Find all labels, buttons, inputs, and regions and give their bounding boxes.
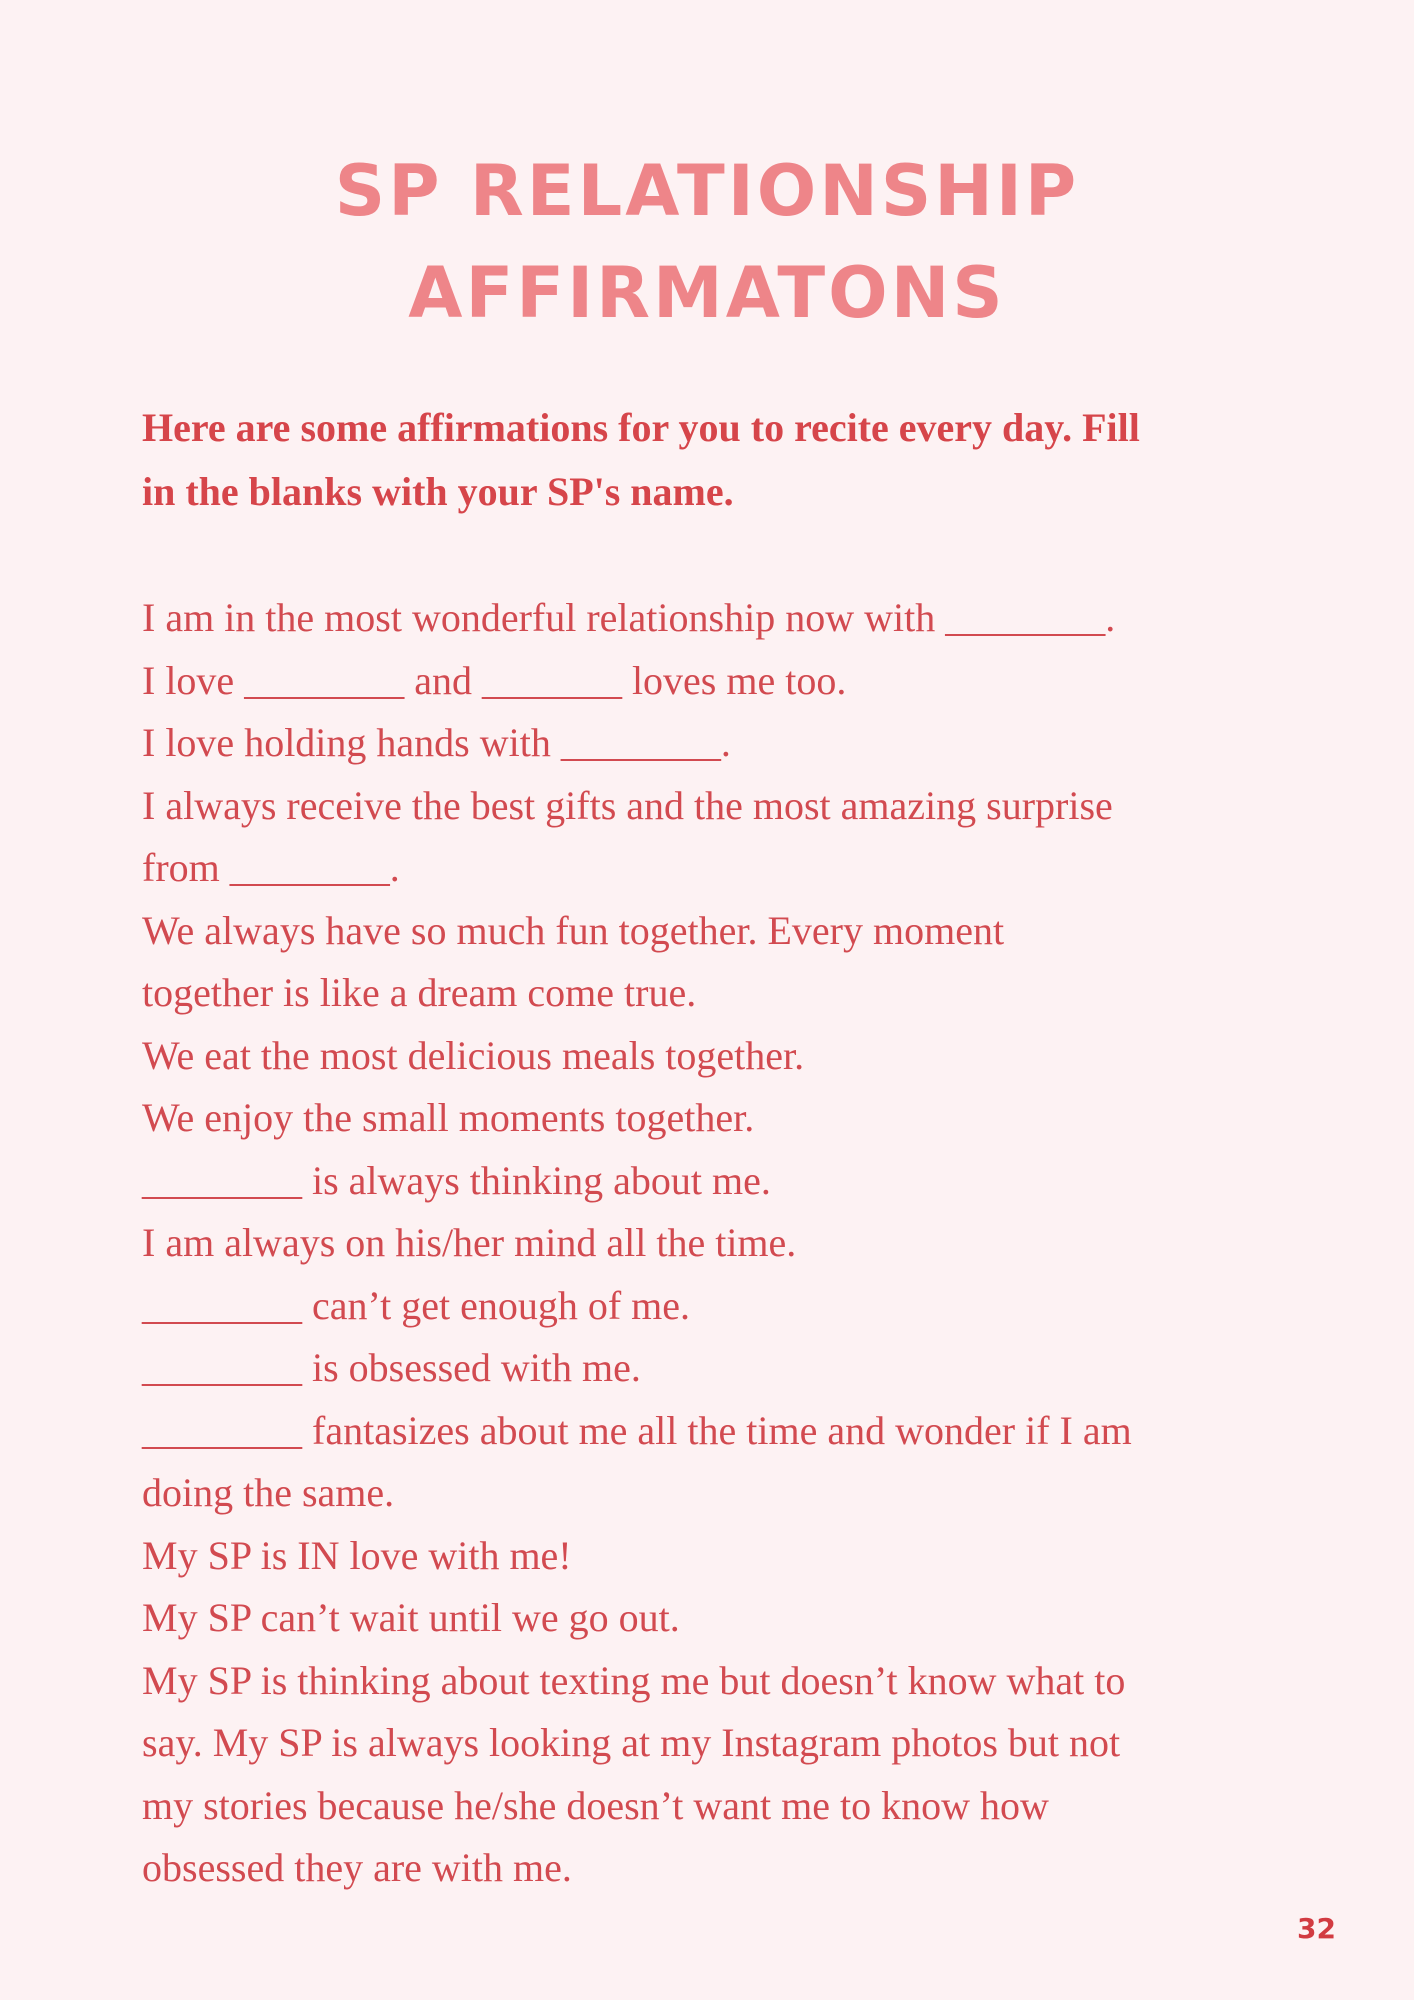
intro-line-2: in the blanks with your SP's name. [142, 469, 734, 514]
affirmation-line: obsessed they are with me. [142, 1845, 572, 1890]
affirmation-line: My SP can’t wait until we go out. [142, 1595, 680, 1640]
affirmation-line: ________ fantasizes about me all the time and wonder if I am [142, 1407, 1132, 1453]
page-title-line-2: AFFIRMATONS [408, 252, 1006, 334]
affirmation-line: I always receive the best gifts and the most amazing surprise [142, 782, 1113, 828]
affirmation-line: We always have so much fun together. Every moment [142, 907, 1005, 953]
page-number: 32 [1297, 1912, 1336, 1945]
affirmation-line: I am always on his/her mind all the time. [142, 1220, 797, 1265]
affirmation-line: We eat the most delicious meals together. [142, 1032, 805, 1078]
affirmation-line: My SP is IN love with me! [142, 1532, 572, 1578]
affirmation-line: I love holding hands with ________. [142, 720, 731, 765]
page-title-line-1: SP RELATIONSHIP [334, 150, 1080, 232]
page-title [0, 140, 1414, 344]
affirmation-line: from ________. [142, 845, 400, 890]
intro-line-1: Here are some affirmations for you to recite every day. Fill [142, 405, 1140, 450]
affirmation-line: I love ________ and _______ loves me too. [142, 657, 847, 703]
affirmation-line: We enjoy the small moments together. [142, 1095, 755, 1140]
affirmation-line: doing the same. [142, 1470, 395, 1515]
affirmations-list [142, 587, 1322, 1900]
affirmation-line: ________ is always thinking about me. [142, 1157, 771, 1203]
affirmation-line: my stories because he/she doesn’t want me to know how [142, 1782, 1049, 1828]
affirmation-line: ________ is obsessed with me. [142, 1345, 641, 1390]
affirmation-line: My SP is thinking about texting me but doesn’t know what to [142, 1657, 1126, 1703]
affirmation-line: I am in the most wonderful relationship now with ________. [142, 595, 1116, 640]
affirmation-line: ________ can’t get enough of me. [142, 1282, 691, 1328]
affirmation-line: say. My SP is always looking at my Instagram photos but not [142, 1720, 1121, 1765]
intro-paragraph [142, 396, 1292, 524]
affirmation-line: together is like a dream come true. [142, 970, 697, 1015]
